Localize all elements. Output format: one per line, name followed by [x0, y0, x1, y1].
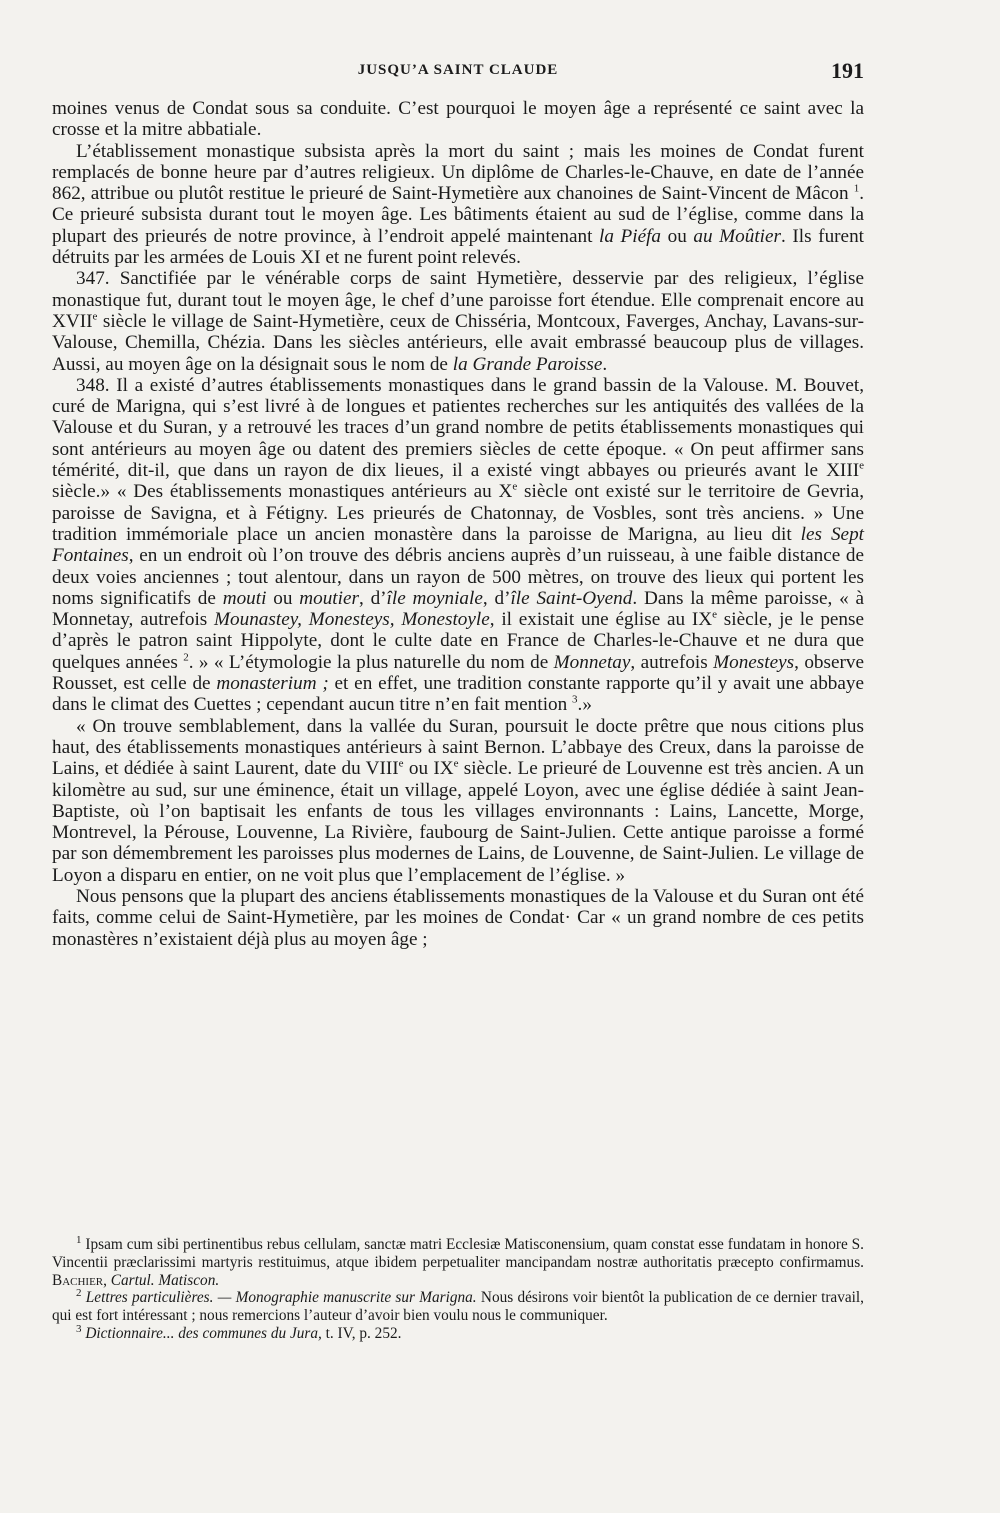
- text-run: siècle.» « Des établissements monastiques antérieurs au X: [52, 481, 513, 503]
- text-run: 348. Il a existé d’autres établissements monastiques dans le grand bassin de la Valouse. M. Bouvet, curé de Marigna, qui s’est livré à de longues et patientes recherches sur les antiquités des vallées de la Valouse et du Suran, y a retrouvé les traces d’un grand nombre de petits établissements monastiques qui sont antérieurs au moyen âge ou datent des premiers siècles de cette époque. « On peut affirmer sans témérité, dit-il, que dans un rayon de dix lieues, il a existé vingt abbayes ou prieurés avant le XIII: [52, 374, 864, 482]
- text-run: Nous pensons que la plupart des anciens établissements monastiques de la Valouse et du Suran ont été faits, comme celui de Saint-Hymetière, par les moines de Condat· Car « un grand nombre de ces petits monastères n’existaient déjà plus au moyen âge ;: [52, 885, 864, 950]
- running-head: JUSQU’A SAINT CLAUDE: [357, 62, 559, 78]
- text-run: . Ce prieuré subsista durant tout le moyen âge. Les bâtiments étaient au sud de l’église, comme dans la plupart des prieurés de notre province, à l’endroit appelé maintenant: [52, 183, 864, 247]
- text-run: siècle le village de Saint-Hymetière, ceux de Chisséria, Montcoux, Faverges, Anchay, Lavans-sur-Valouse, Chemilla, Chézia. Dans les siècles antérieurs, elle avait embrassé beaucoup plus de villages. Aussi, au moyen âge on la désignait sous le nom de: [52, 310, 864, 375]
- text-run: siècle ont existé sur le territoire de Gevria, paroisse de Savigna, et à Fétigny. Les prieurés de Chatonnay, de Vosbles, sont très anciens. » Une tradition immémoriale place un ancien monastère dans la paroisse de Marigna, au lieu dit: [52, 481, 864, 545]
- text-run: siècle, je le pense d’après le patron saint Hippolyte, dont le culte date en France de Charles-le-Chauve et ne dura que quelques années: [52, 609, 865, 673]
- footnote: [52, 1289, 864, 1325]
- text-run: ou: [661, 225, 694, 247]
- superscript: e: [712, 608, 718, 621]
- footnotes: [52, 1233, 864, 1343]
- footnote: [52, 1233, 864, 1289]
- text-run: L’établissement monastique subsista après la mort du saint ; mais les moines de Condat furent remplacés de bonne heure par d’autres religieux. Un diplôme de Charles-le-Chauve, en date de l’année 862, attribue ou plutôt restitue le prieuré de Saint-Hymetière aux chanoines de Saint-Vincent de Mâcon: [52, 140, 864, 205]
- paragraph: [52, 886, 864, 950]
- italic-run: la Grande Paroisse: [452, 353, 603, 375]
- text-run: , autrefois: [630, 651, 714, 673]
- footnote-ref: 3: [572, 693, 578, 706]
- italic-run: mouti: [222, 587, 267, 609]
- footnote: [52, 1322, 864, 1343]
- text-run: ou IX: [403, 758, 454, 780]
- italic-run: les Sept Fontaines: [52, 523, 864, 567]
- text-run: , observe Rousset, est celle de: [52, 651, 864, 695]
- text-run: , il existait une église au IX: [489, 609, 713, 631]
- italic-run: Dictionnaire... des communes du Jura,: [81, 1324, 322, 1342]
- text-run: .: [602, 353, 608, 375]
- italic-run: Monesteys: [713, 651, 795, 673]
- italic-run: Monnetay: [553, 651, 631, 673]
- footnote-text: Ipsam cum sibi pertinentibus rebus cellulam, sanctæ matri Ecclesiæ Matisconensium, quam constat esse fundatam in honore S. Vincentii præclarissimi martyris restituimus, atque ibidem perpetualiter mancipandam nostræ authoritatis præcepto confirmamus.: [52, 1236, 864, 1271]
- italic-run: île moyniale: [386, 587, 483, 609]
- paragraph: [52, 268, 864, 374]
- text-run: ou: [266, 587, 300, 609]
- footnote-ref: 1: [853, 182, 860, 195]
- footnote-number: 1: [76, 1233, 82, 1246]
- text-run: , d’: [358, 587, 387, 609]
- superscript: e: [453, 757, 459, 770]
- text-run: . » « L’étymologie la plus naturelle du nom de: [188, 651, 554, 673]
- paragraph: [52, 141, 864, 269]
- italic-run: Lettres particulières. — Monographie manuscrite sur Marigna.: [81, 1289, 477, 1307]
- italic-run: monasterium ;: [216, 673, 329, 695]
- footnote-number: 3: [76, 1322, 82, 1335]
- author-name: Bachier,: [52, 1271, 107, 1289]
- text-run: 347. Sanctifiée par le vénérable corps de saint Hymetière, desservie par des religieux, l’église monastique fut, durant tout le moyen âge, le chef d’une paroisse fort étendue. Elle comprenait encore au XVII: [52, 268, 864, 332]
- text-run: siècle. Le prieuré de Louvenne est très ancien. A un kilomètre au sud, sur une éminence, était un village, appelé Loyon, avec une église dédiée à saint Jean-Baptiste, où l’on baptisait les enfants de tous les villages environnants : Lains, Lancette, Morge, Montrevel, la Pérouse, Louvenne, La Rivière, faubourg de Saint-Julien. Cette antique paroisse a formé par son démembrement les paroisses plus modernes de Lains, de Louvenne, de Saint-Julien. Le village de Loyon a disparu en entier, on ne voit plus que l’emplacement de l’église. »: [52, 758, 865, 886]
- paragraph: [52, 375, 864, 716]
- superscript: e: [398, 757, 404, 770]
- main-text: [52, 98, 864, 950]
- superscript: e: [92, 310, 98, 323]
- italic-run: la Piéfa: [599, 225, 662, 247]
- footnote-ref: 2: [183, 651, 189, 664]
- page-number: 191: [831, 58, 864, 83]
- italic-run: île Saint-Oyend: [510, 587, 633, 609]
- superscript: e: [512, 480, 518, 493]
- footnote-text: t. IV, p. 252.: [321, 1324, 402, 1342]
- italic-run: Cartul. Matiscon.: [106, 1271, 220, 1289]
- page-header: [52, 58, 864, 88]
- text-run: , en un endroit où l’on trouve des débris anciens auprès d’un ruisseau, à une faible distance de deux voies anciennes ; tout alentour, dans un rayon de 500 mètres, on trouve des lieux qui portent les noms significatifs de: [52, 545, 864, 609]
- superscript: e: [859, 459, 864, 472]
- text-run: « On trouve semblablement, dans la vallée du Suran, poursuit le docte prêtre que nous citions plus haut, des établissements monastiques antérieurs à saint Bernon. L’abbaye des Creux, dans la paroisse de Lains, et dédiée à saint Laurent, date du VIII: [52, 715, 864, 780]
- paragraph: [52, 716, 864, 886]
- footnote-number: 2: [76, 1287, 82, 1300]
- text-run: , d’: [482, 587, 511, 609]
- text-run: .»: [577, 694, 592, 716]
- paragraph: [52, 98, 864, 141]
- text-run: moines venus de Condat sous sa conduite. C’est pourquoi le moyen âge a représenté ce saint avec la crosse et la mitre abbatiale.: [52, 98, 864, 141]
- text-run: et en effet, une tradition constante rapporte qu’il y avait une abbaye dans le climat des Cuettes ; cependant aucun titre n’en fait mention: [52, 673, 865, 716]
- footnote-text: Nous désirons voir bientôt la publication de ce dernier travail, qui est fort intéressant ; nous remercions l’auteur d’avoir bien voulu nous le communiquer.: [52, 1289, 864, 1325]
- text-run: . Dans la même paroisse, « à Monnetay, autrefois: [52, 587, 864, 631]
- italic-run: moutier: [299, 587, 359, 609]
- text-run: . Ils furent détruits par les armées de Louis XI et ne furent point relevés.: [52, 225, 864, 269]
- italic-run: Mounastey, Monesteys, Monestoyle: [214, 609, 490, 631]
- italic-run: au Moûtier: [693, 225, 782, 247]
